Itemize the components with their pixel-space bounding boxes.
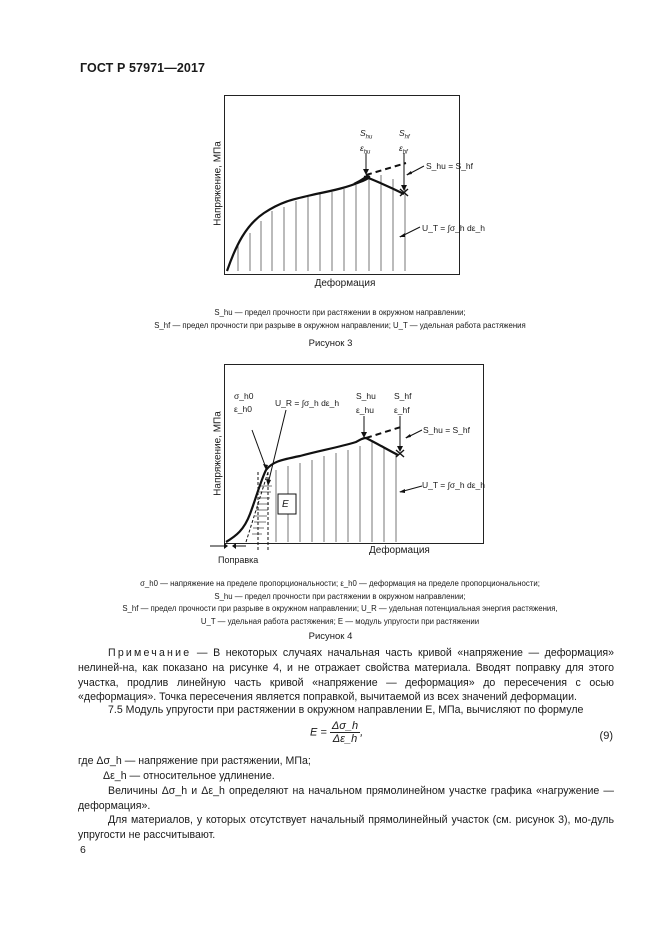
- figure-4-correction-label: Поправка: [218, 555, 259, 565]
- equation-number: (9): [599, 730, 613, 742]
- section-7-5-paragraph: 7.5 Модуль упругости при растяжении в окружном направлении E, МПа, вычисляют по формуле: [108, 704, 584, 716]
- figure-4-eps-h0-label: ε_h0: [234, 404, 252, 414]
- figure-4-dashed-line: [366, 426, 404, 438]
- formula-tail: ,: [360, 726, 364, 739]
- figure-4-ur-label: U_R = ∫σ_h dε_h: [275, 398, 340, 408]
- note-text: — В некоторых случаях начальная часть кривой «напряжение — деформация» нелиней-на, как показано на рисунке 4, и не отражает свойства материала. Вводят поправку для этого участка, продлив линейную часть кривой «напряжение — деформация» до пересечения с осью «деформация». Точка пересечения является поправкой, вычитаемой из всех значений деформации.: [78, 647, 614, 704]
- figure-3-hatch: [238, 175, 405, 271]
- figure-3-x-axis-label: Деформация: [314, 278, 376, 289]
- figure-4-equality-label: S_hu = S_hf: [423, 425, 471, 435]
- figure-4-legend-line-3: S_hf — предел прочности при разрыве в окружном направлении; U_R — удельная потенциальная энергия растяжения,: [122, 604, 558, 613]
- where-line-1: где Δσ_h — напряжение при растяжении, МПа;: [78, 755, 311, 767]
- figure-4-x-axis-label: Деформация: [369, 545, 430, 556]
- formula-numerator: Δσ_h: [331, 720, 359, 732]
- figure-4-legend-line-2: S_hu — предел прочности при растяжении в окружном направлении;: [214, 591, 466, 601]
- e-box-label: E: [282, 499, 289, 510]
- materials-paragraph: Для материалов, у которых отсутствует начальный прямолинейный участок (см. рисунок 3), мо-дуль упругости не рассчитывают.: [78, 814, 614, 841]
- figure-4-legend-line-4: U_T — удельная работа растяжения; E — модуль упругости при растяжении: [200, 616, 480, 626]
- figure-3-ehf-label: $\varepsilon_{hf}$: [399, 143, 408, 156]
- figure-3-shf-label: $S_{hf}$: [399, 128, 410, 141]
- figure-4-ehf-label: ε_hf: [394, 405, 410, 415]
- figure-4-shu-label: S_hu: [356, 391, 376, 401]
- figure-3-legend: [60, 307, 620, 332]
- where-line-2: Δε_h — относительное удлинение.: [103, 770, 275, 782]
- figure-3-curve: [227, 176, 369, 271]
- page-number: 6: [80, 844, 86, 856]
- figure-4-sigma-h0-label: σ_h0: [234, 391, 254, 401]
- figure-3-caption: Рисунок 3: [308, 338, 353, 349]
- figure-4-shf-label: S_hf: [394, 391, 412, 401]
- formula-denominator: Δε_h: [332, 733, 358, 745]
- figure-4-elastic-hatch: [252, 486, 272, 534]
- figure-4-legend-line-1: σ_h0 — напряжение на пределе пропорциональности; ε_h0 — деформация на пределе пропорциональности;: [140, 579, 540, 588]
- figure-4-ehu-label: ε_hu: [356, 405, 374, 415]
- figure-3-equality-label: S_hu = S_hf: [426, 161, 474, 171]
- formula-fraction: [330, 720, 360, 745]
- document-header: ГОСТ Р 57971—2017: [80, 61, 206, 75]
- values-paragraph: Величины Δσ_h и Δε_h определяют на начальном прямолинейном участке графика «нагружение — деформация».: [78, 785, 614, 812]
- figure-3-shu-label: $S_{hu}$: [360, 128, 373, 141]
- figure-3-dashed-line: [366, 163, 406, 175]
- figure-3-ehu-label: $\varepsilon_{hu}$: [360, 143, 371, 156]
- figure-4-caption: Рисунок 4: [308, 631, 353, 642]
- formula-9: [310, 720, 363, 745]
- figure-4-ut-label: U_T = ∫σ_h dε_h: [422, 480, 485, 490]
- figure-3-legend-line-1: S_hu — предел прочности при растяжении в окружном направлении;: [214, 308, 466, 317]
- figure-4-legend: [60, 578, 620, 628]
- figure-3-legend-line-2: S_hf — предел прочности при разрыве в окружном направлении; U_T — удельная работа растяжения: [154, 320, 526, 330]
- figure-3-ut-label: U_T = ∫σ_h dε_h: [422, 223, 485, 233]
- note-label: Примечание: [108, 647, 192, 659]
- figure-4-y-axis-label: Напряжение, МПа: [212, 411, 224, 496]
- note-paragraph: [78, 646, 614, 705]
- formula-lhs: E =: [310, 726, 327, 739]
- figure-3-y-axis-label: Напряжение, МПа: [212, 141, 224, 226]
- figure-3-graphic: [224, 95, 460, 275]
